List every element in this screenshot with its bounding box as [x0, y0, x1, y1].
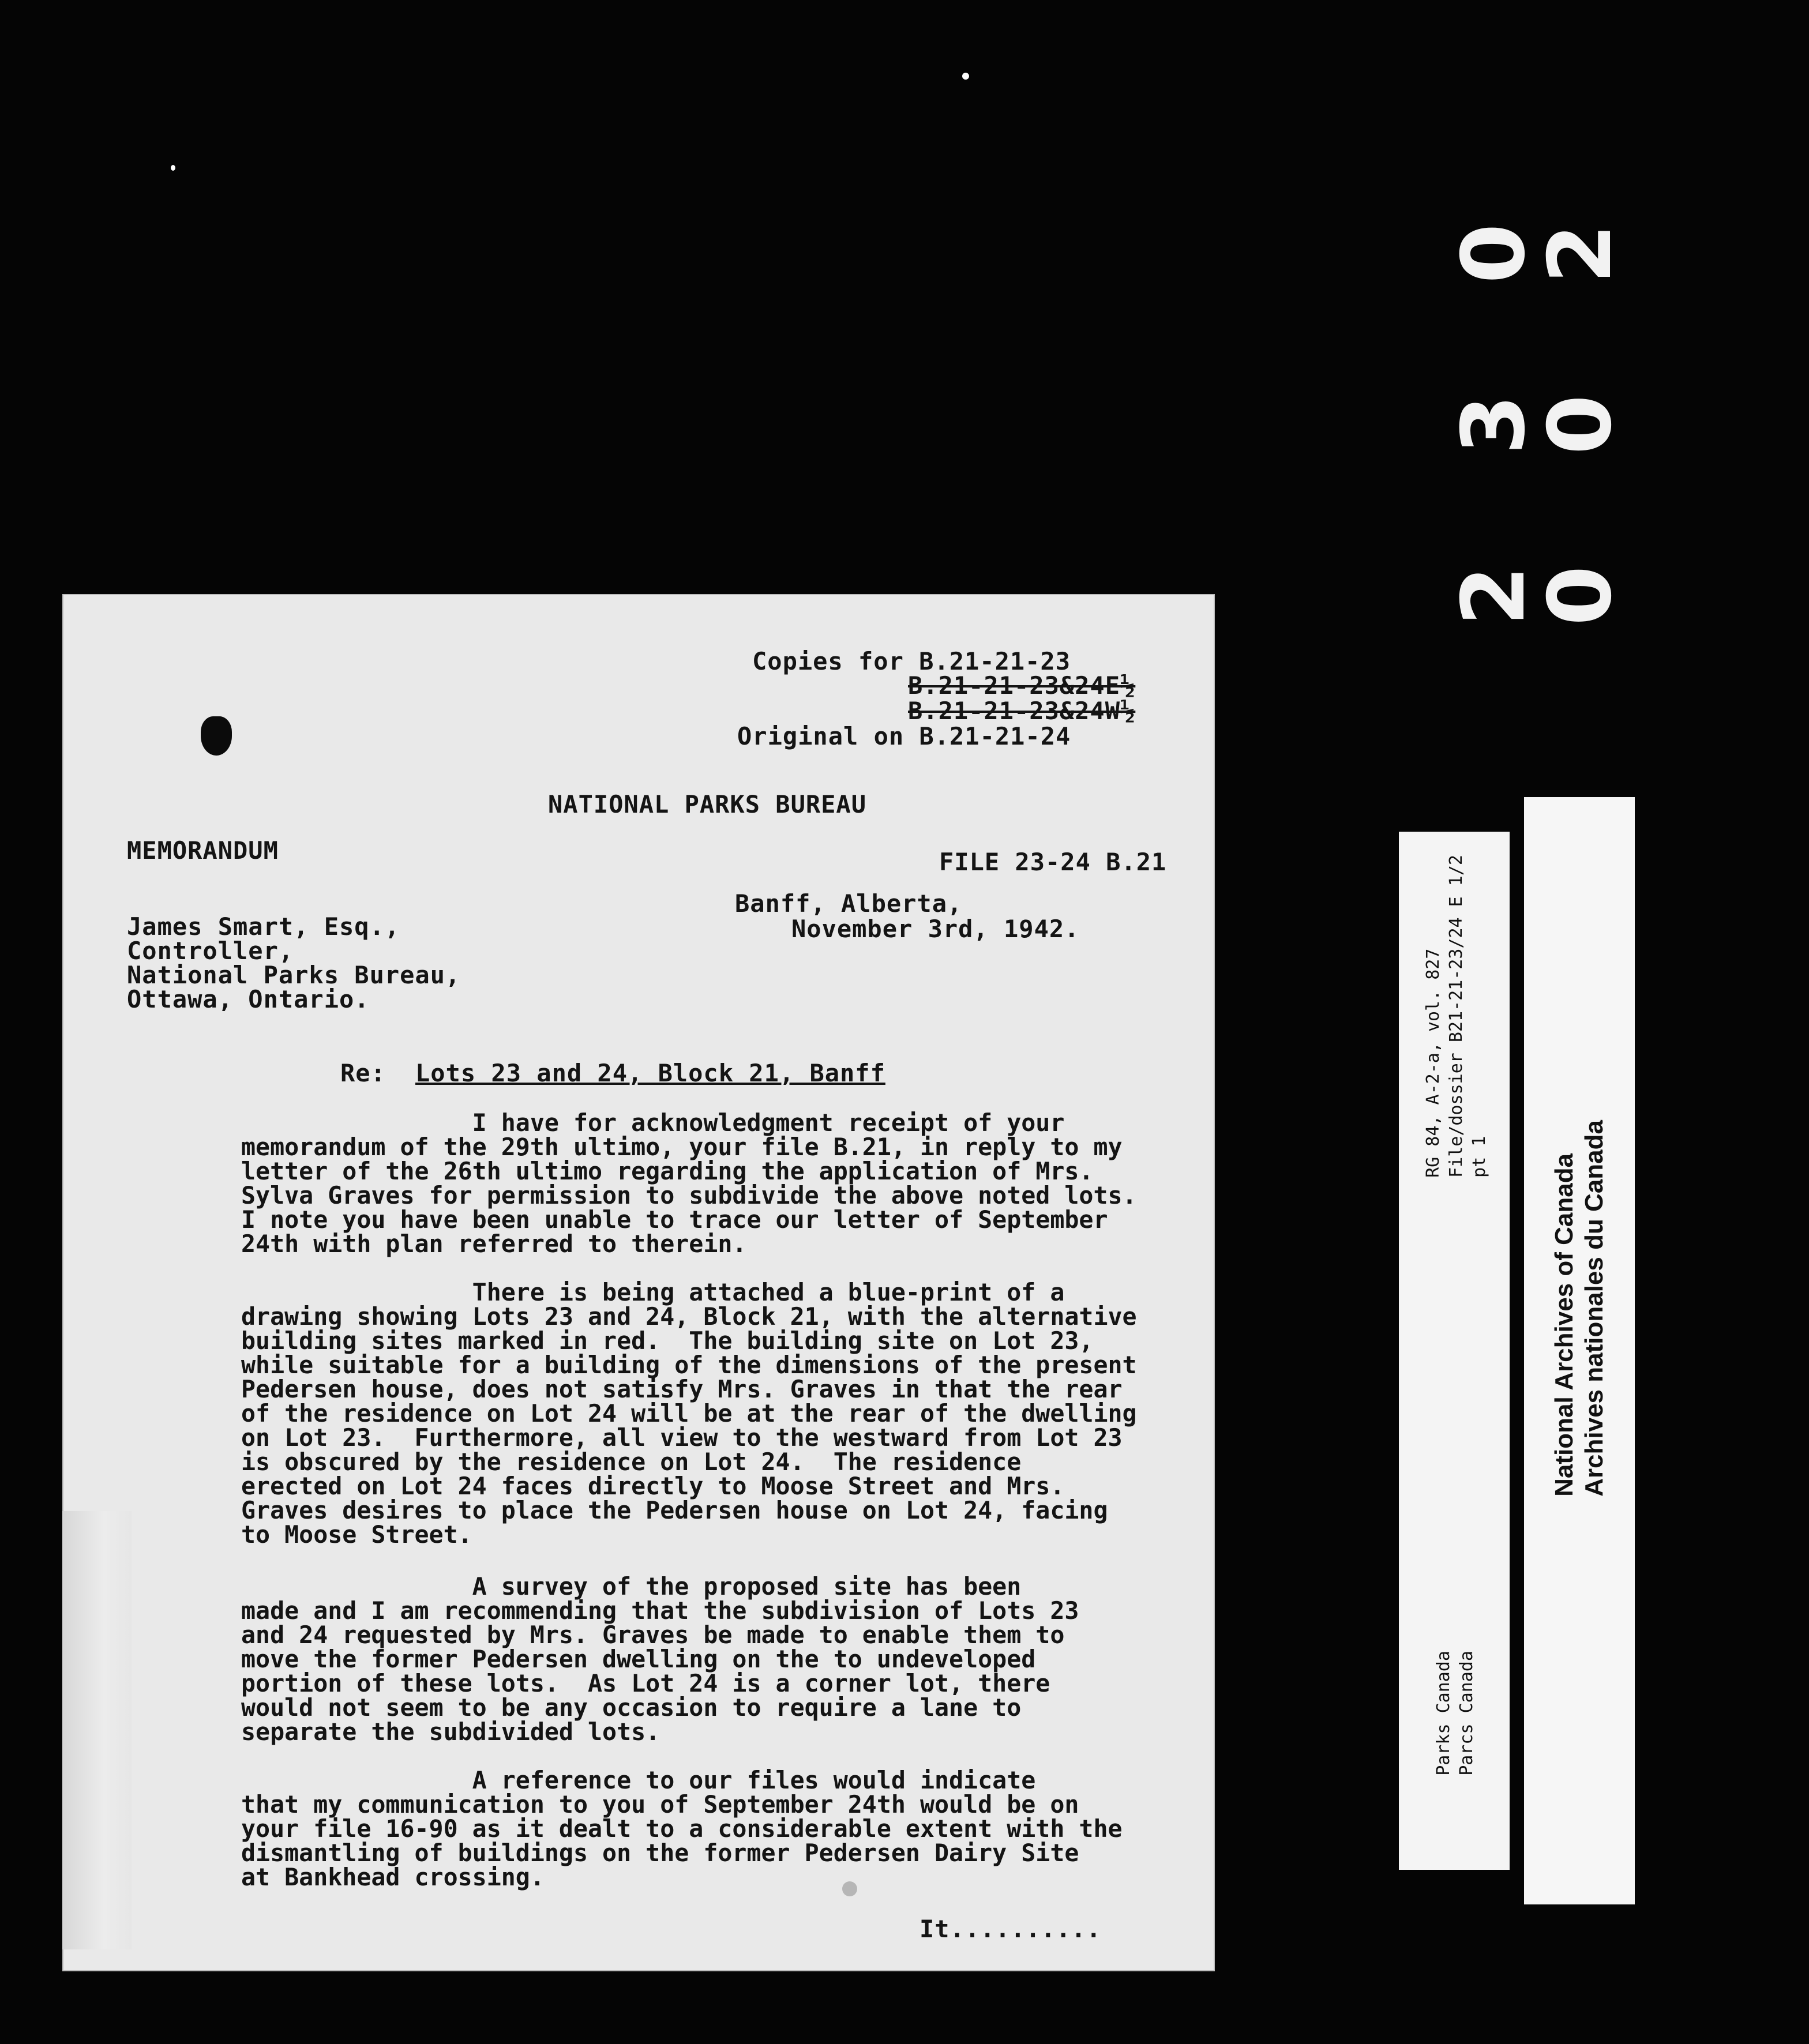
punch-hole: [201, 716, 232, 756]
paragraph-4: A reference to our files would indicate that my communication to you of September 24th would be on your file 16-90 as it dealt to a considerable extent with the dismantling of buildings on the former Pedersen Dairy Site at Bankhead crossing.: [241, 1766, 1123, 1891]
recipient-name: James Smart, Esq.,: [127, 912, 400, 941]
recipient-title: Controller,: [127, 937, 294, 965]
date: November 3rd, 1942.: [791, 915, 1080, 943]
file-reference: FILE 23-24 B.21: [939, 848, 1167, 876]
paragraph-2: There is being attached a blue-print of a drawing showing Lots 23 and 24, Block 21, with the alternative building sites marked in red. The building site on Lot 23, while suitable for a building of the dimensions of the present Pedersen house, does not satisfy Mrs. Graves in that the rear of the residence on Lot 24 will be at the rear of the dwelling on Lot 23. Furthermore, all view to the westward from Lot 23 is obscured by the residence on Lot 24. The residence erected on Lot 24 faces directly to Moose Street and Mrs. Graves desires to place the Pedersen house on Lot 24, facing to Moose Street.: [241, 1278, 1137, 1549]
memo-heading: NATIONAL PARKS BUREAU: [548, 790, 867, 818]
copies-for: Copies for B.21-21-23: [752, 647, 1071, 675]
document-type: MEMORANDUM: [127, 836, 279, 865]
paragraph-1: I have for acknowledgment receipt of your memorandum of the 29th ultimo, your file B.21, in reply to my letter of the 26th ultimo regarding the application of Mrs. Sylva Graves for permission to subdivide the above noted lots. I note you have been unable to trace our letter of September 24th with plan referred to therein.: [241, 1109, 1137, 1258]
paragraph-3: A survey of the proposed site has been made and I am recommending that the subdivision of Lots 23 and 24 requested by Mrs. Graves be made to enable them to move the former Pedersen dwelling on the to undeveloped portion of these lots. As Lot 24 is a corner lot, there would not seem to be any occasion to require a lane to separate the subdivided lots.: [241, 1572, 1079, 1746]
re-subject: Lots 23 and 24, Block 21, Banff: [415, 1059, 885, 1087]
continuation-mark: It..........: [919, 1915, 1102, 1943]
film-speck: [171, 165, 175, 171]
copies-line-2: B.21-21-23&24E½: [908, 671, 1136, 700]
national-archives-card: [1524, 797, 1635, 1904]
place: Banff, Alberta,: [735, 889, 963, 918]
re-label: Re:: [340, 1059, 386, 1087]
recipient-org: National Parks Bureau,: [127, 961, 461, 989]
memorandum-page: [62, 594, 1215, 1971]
film-speck: [962, 73, 969, 80]
agency-text: Parks Canada Parcs Canada: [1433, 1651, 1477, 1776]
page-fold: [62, 1650, 132, 1949]
archives-name: National Archives of Canada Archives nationales du Canada: [1550, 1120, 1608, 1497]
copies-line-3: B.21-21-23&24W½: [908, 697, 1136, 725]
film-frame-number: 2 3 0 0 0 2: [1444, 183, 1631, 626]
ink-blot: [842, 1881, 857, 1896]
reference-text: RG 84, A-2-a, vol. 827 File/dossier B21-21-23/24 E 1/2 pt 1: [1423, 855, 1489, 1178]
original-on: Original on B.21-21-24: [737, 722, 1071, 750]
archive-reference-label: [1399, 832, 1510, 1870]
recipient-city: Ottawa, Ontario.: [127, 985, 370, 1013]
